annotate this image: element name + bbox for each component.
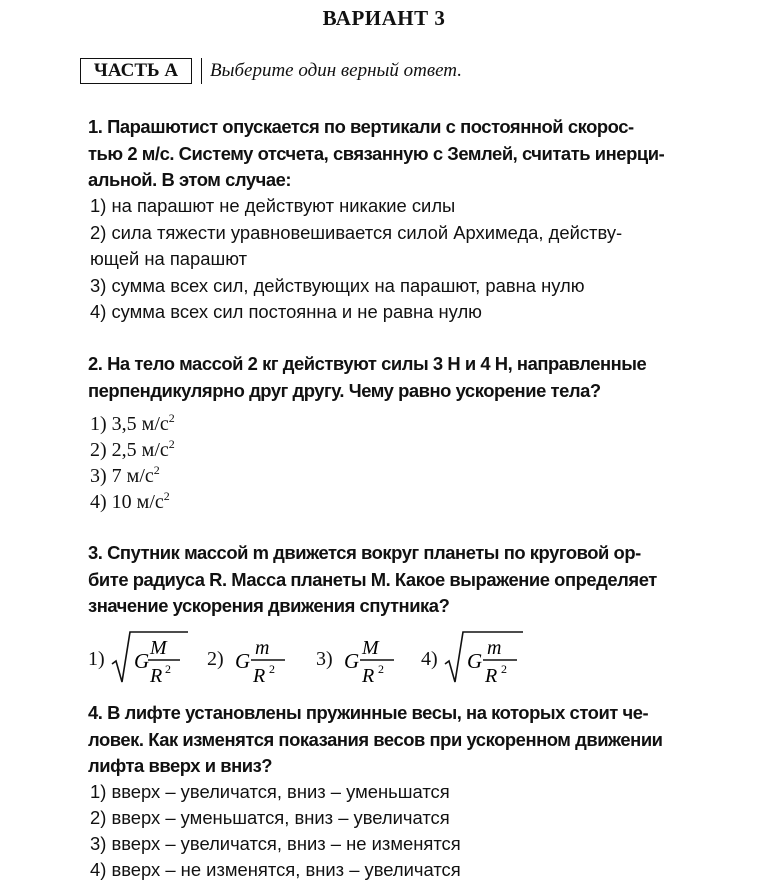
- formula-4-numerator: m: [487, 637, 502, 659]
- part-label: ЧАСТЬ А: [80, 58, 192, 84]
- formula-1-number: 1): [88, 648, 105, 670]
- formula-4-power: 2: [501, 662, 507, 676]
- formula-4-expression: [443, 626, 523, 690]
- question-4-line-1: 4. В лифте установлены пружинные весы, на которых стоит че-: [88, 702, 649, 723]
- question-4-line-3: лифта вверх и вниз?: [88, 755, 273, 776]
- formula-4-g: G: [467, 649, 483, 673]
- question-1-option-3: 3) сумма всех сил, действующих на парашют, равна нулю: [90, 274, 585, 296]
- formula-4-number: 4): [421, 648, 438, 670]
- question-4-line-2: ловек. Как изменятся показания весов при ускоренном движении: [88, 728, 663, 750]
- formula-3-numerator: M: [362, 637, 379, 659]
- question-1-option-2-cont: ющей на парашют: [90, 248, 248, 269]
- formula-2-g: G: [235, 649, 251, 673]
- question-2-line-1: 2. На тело массой 2 кг действуют силы 3 Н и 4 Н, направленные: [88, 353, 647, 374]
- question-2-option-4: 4) 10 $м/с^2$: [90, 489, 170, 513]
- part-instruction: Выберите один верный ответ.: [210, 60, 462, 81]
- question-2-line-2: перпендикулярно друг другу. Чему равно ускорение тела?: [88, 380, 601, 401]
- formula-1-expression: [110, 626, 190, 690]
- question-1-option-1: 1) на парашют не действуют никакие силы: [90, 195, 456, 216]
- question-4-option-1: 1) вверх – увеличатся, вниз – уменьшатся: [90, 781, 450, 802]
- question-2-option-3: 3) 7 $м/с^2$: [90, 463, 160, 487]
- question-3-line-2: бите радиуса R. Масса планеты M. Какое выражение определяет: [88, 568, 657, 590]
- formula-3-expression: [342, 626, 402, 690]
- question-4-option-4: 4) вверх – не изменятся, вниз – увеличатся: [90, 859, 461, 880]
- question-3-line-3: значение ускорения движения спутника?: [88, 595, 450, 616]
- question-1-line-1: 1. Парашютист опускается по вертикали с постоянной скорос-: [88, 116, 634, 137]
- formula-1-numerator: M: [150, 637, 167, 659]
- formula-1-g: G: [134, 649, 150, 673]
- formula-1-power: 2: [165, 662, 171, 676]
- formula-4-sqrt-sign: [445, 632, 523, 682]
- question-2-option-1: 1) 3,5 $м/с^2$: [90, 411, 175, 435]
- question-4-option-2: 2) вверх – уменьшатся, вниз – увеличатся: [90, 807, 450, 828]
- part-divider: [201, 58, 202, 84]
- formula-1-denominator: R: [150, 665, 163, 687]
- formula-2-power: 2: [269, 662, 275, 676]
- formula-2-expression: [233, 626, 293, 690]
- question-1-line-3: альной. В этом случае:: [88, 169, 292, 190]
- question-1-option-4: 4) сумма всех сил постоянна и не равна нулю: [90, 301, 482, 322]
- formula-2-numerator: m: [255, 637, 270, 659]
- formula-2-number: 2): [207, 648, 224, 670]
- question-1-line-2: тью 2 м/с. Систему отсчета, связанную с Землей, считать инерци-: [88, 142, 665, 164]
- question-3-line-1: 3. Спутник массой m движется вокруг планеты по круговой ор-: [88, 542, 641, 563]
- question-2-option-2: 2) 2,5 $м/с^2$: [90, 437, 175, 461]
- question-1-option-2: 2) сила тяжести уравновешивается силой Архимеда, действу-: [90, 221, 623, 243]
- formula-3-power: 2: [378, 662, 384, 676]
- question-4-option-3: 3) вверх – увеличатся, вниз – не изменятся: [90, 833, 461, 854]
- formula-3-number: 3): [316, 648, 333, 670]
- formula-3-denominator: R: [362, 665, 375, 687]
- variant-title: ВАРИАНТ 3: [322, 6, 446, 30]
- formula-3-g: G: [344, 649, 360, 673]
- formula-4-denominator: R: [485, 665, 498, 687]
- question-3-formulas: [88, 626, 508, 690]
- formula-2-denominator: R: [253, 665, 266, 687]
